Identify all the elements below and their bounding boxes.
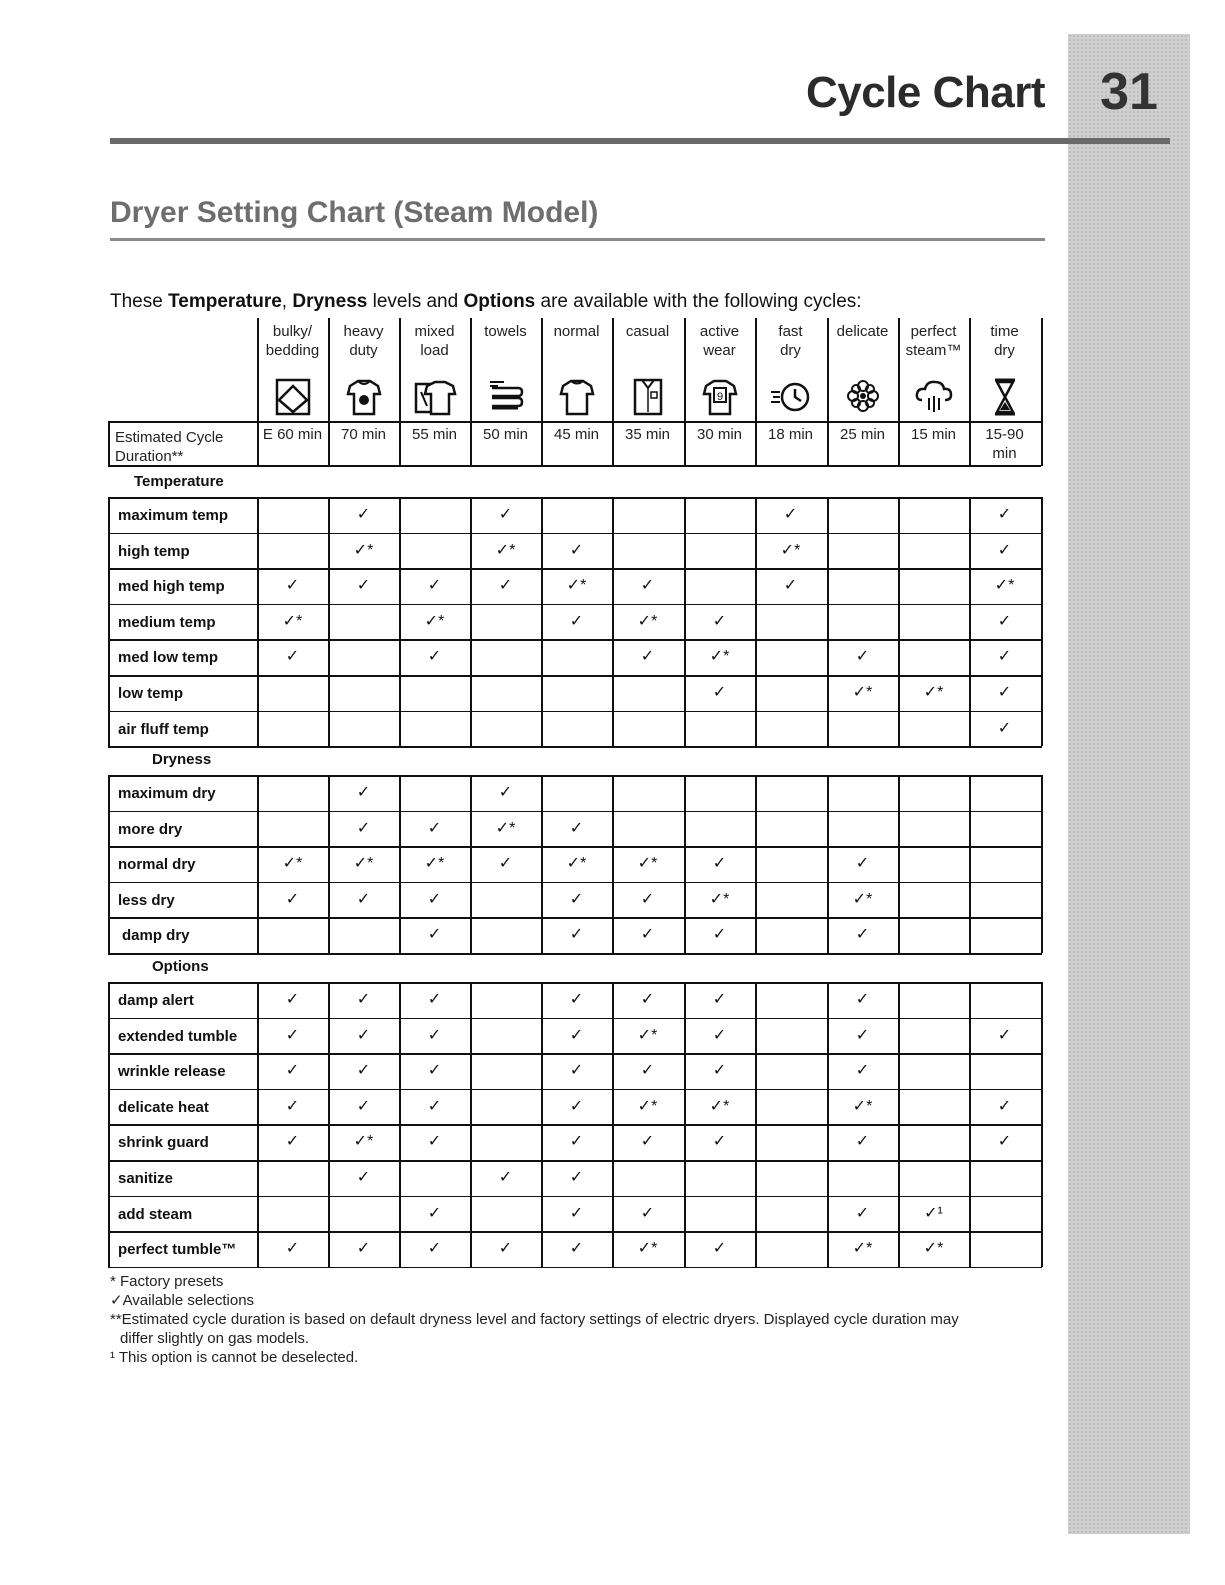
check-mark: ✓	[569, 1169, 584, 1186]
flower-icon	[841, 376, 885, 418]
intro-text: These Temperature, Dryness levels and Options are available with the following cycles:	[110, 291, 862, 312]
check-mark: ✓*	[994, 577, 1015, 595]
check-mark: ✓	[427, 890, 442, 908]
table-row-border	[108, 711, 1042, 713]
check-mark: ✓	[356, 1062, 371, 1080]
duration-cell: 15 min	[910, 426, 957, 443]
table-row-border	[108, 982, 1042, 984]
table-row-border	[108, 497, 1042, 499]
row-label: med low temp	[118, 649, 219, 667]
cycle-header-label: delicate	[836, 323, 889, 340]
table-row-border	[108, 1018, 1042, 1020]
check-mark: ✓*	[353, 541, 374, 559]
table-left-border	[108, 775, 110, 953]
check-mark: ✓	[569, 541, 584, 559]
check-mark: ✓	[427, 991, 442, 1008]
check-mark: ✓	[569, 1204, 584, 1222]
duration-cell: 50 min	[482, 426, 529, 443]
mixed-clothes-icon	[413, 376, 457, 418]
row-label: air fluff temp	[118, 720, 209, 738]
column-divider	[898, 497, 900, 746]
check-mark: ✓	[712, 926, 727, 944]
check-mark: ✓	[712, 684, 727, 701]
row-label: med high temp	[118, 578, 225, 596]
check-mark: ✓	[712, 1026, 727, 1044]
check-mark: ✓*	[709, 890, 730, 908]
check-mark: ✓	[640, 1062, 655, 1080]
row-label: normal dry	[118, 856, 196, 874]
table-left-border	[108, 497, 110, 746]
check-mark: ✓	[569, 890, 584, 908]
check-mark: ✓	[498, 506, 513, 523]
check-mark: ✓	[783, 506, 798, 523]
check-mark: ✓	[356, 784, 371, 801]
column-divider	[1041, 775, 1043, 953]
footnotes	[110, 1272, 1040, 1367]
row-label: damp dry	[122, 927, 190, 945]
check-mark: ✓*	[637, 855, 658, 873]
cycle-header-label: towels	[484, 323, 527, 340]
cycle-header-label: time dry	[990, 323, 1019, 359]
check-mark: ✓	[285, 890, 300, 908]
check-mark: ✓*	[282, 855, 303, 873]
check-mark: ✓	[427, 926, 442, 944]
column-divider	[1041, 497, 1043, 746]
cycle-header-label: perfect steam™	[905, 323, 962, 359]
table-row-border	[108, 639, 1042, 641]
check-mark: ✓*	[424, 855, 445, 873]
table-row-border	[108, 1160, 1042, 1162]
check-mark: ✓	[356, 506, 371, 523]
cycle-header-label: bulky/ bedding	[265, 323, 320, 359]
check-mark: ✓	[997, 541, 1012, 559]
check-mark: ✓	[855, 1133, 870, 1151]
page-number: 31	[1100, 63, 1158, 121]
check-mark: ✓	[640, 1204, 655, 1222]
check-mark: ✓*	[282, 612, 303, 630]
table-row-border	[108, 917, 1042, 919]
check-mark: ✓	[997, 1133, 1012, 1151]
column-divider	[1041, 318, 1043, 466]
table-row-border	[108, 775, 1042, 777]
check-mark: ✓	[569, 1133, 584, 1151]
footnote-deselect: ¹ This option is cannot be deselected.	[110, 1349, 359, 1366]
check-mark: ✓*	[852, 890, 873, 908]
check-mark: ✓*	[923, 684, 944, 701]
duration-cell: 45 min	[553, 426, 600, 443]
check-mark: ✓	[855, 648, 870, 666]
row-label: medium temp	[118, 613, 216, 631]
column-divider	[755, 497, 757, 746]
duration-row-label: Estimated Cycle Duration**	[115, 429, 224, 465]
check-mark: ✓	[997, 1026, 1012, 1044]
table-row-border	[108, 1089, 1042, 1091]
check-mark: ✓	[712, 991, 727, 1008]
row-label: low temp	[118, 685, 184, 702]
check-mark: ✓	[855, 1204, 870, 1222]
check-mark: ✓*	[780, 541, 801, 559]
check-mark: ✓*	[353, 855, 374, 873]
check-mark: ✓	[285, 648, 300, 666]
tshirt-icon	[555, 376, 599, 418]
table-row-border	[108, 746, 1042, 748]
check-mark: ✓*	[495, 819, 516, 837]
table-row-border	[108, 421, 1041, 423]
check-mark: ✓	[569, 1026, 584, 1044]
check-mark: ✓*	[566, 577, 587, 595]
row-label: high temp	[118, 542, 190, 560]
table-row-border	[108, 953, 1042, 955]
table-row-border	[108, 465, 1041, 467]
table-row-border	[108, 1267, 1042, 1269]
table-row-border	[108, 568, 1042, 570]
steam-cloud-icon	[912, 376, 956, 418]
check-mark: ✓*	[637, 612, 658, 630]
cycle-header-label: active wear	[699, 323, 740, 359]
table-row-border	[108, 675, 1042, 677]
check-mark: ✓	[285, 1026, 300, 1044]
column-divider	[328, 497, 330, 746]
duration-cell: E 60 min	[262, 426, 323, 443]
check-mark: ✓	[427, 1026, 442, 1044]
duration-cell: 25 min	[839, 426, 886, 443]
cycle-header-label: normal	[553, 323, 600, 340]
check-mark: ✓*	[424, 612, 445, 630]
table-row-border	[108, 604, 1042, 606]
check-mark: ✓*	[923, 1240, 944, 1258]
column-divider	[755, 775, 757, 953]
check-mark: ✓	[498, 1240, 513, 1258]
page-title: Cycle Chart	[805, 68, 1045, 117]
check-mark: ✓	[569, 1062, 584, 1080]
fast-clock-icon	[769, 376, 813, 418]
check-mark: ✓	[427, 1133, 442, 1151]
cycle-header-label: casual	[625, 323, 670, 340]
check-mark: ✓	[712, 855, 727, 873]
check-mark: ✓	[498, 784, 513, 801]
comforter-icon	[271, 376, 315, 418]
check-mark: ✓	[569, 1097, 584, 1115]
towel-stack-icon	[484, 376, 528, 418]
check-mark: ✓	[427, 1204, 442, 1222]
row-label: shrink guard	[118, 1134, 209, 1152]
check-mark: ✓	[498, 577, 513, 595]
svg-text:9: 9	[716, 391, 724, 403]
section-title: Dryer Setting Chart (Steam Model)	[110, 196, 599, 229]
check-mark: ✓	[427, 1097, 442, 1115]
check-mark: ✓	[997, 506, 1012, 523]
check-mark: ✓	[427, 1062, 442, 1080]
column-divider	[827, 497, 829, 746]
check-mark: ✓	[285, 1062, 300, 1080]
column-divider	[969, 775, 971, 953]
check-mark: ✓	[569, 612, 584, 630]
check-mark: ✓	[997, 1097, 1012, 1115]
table-row-border	[108, 1124, 1042, 1126]
table-row-border	[108, 1196, 1042, 1198]
check-mark: ✓*	[495, 541, 516, 559]
check-mark: ✓	[427, 577, 442, 595]
group-label-options: Options	[152, 958, 209, 975]
row-label: maximum temp	[118, 507, 229, 524]
row-label: less dry	[118, 891, 175, 909]
row-label: more dry	[118, 820, 183, 838]
duration-cell: 35 min	[624, 426, 671, 443]
table-row-border	[108, 811, 1042, 813]
hourglass-icon	[983, 376, 1027, 418]
cycle-header-label: heavy duty	[343, 323, 384, 359]
check-mark: ✓	[712, 1133, 727, 1151]
footnote-available: ✓Available selections	[110, 1292, 255, 1309]
check-mark: ✓	[285, 1240, 300, 1258]
check-mark: ✓	[997, 684, 1012, 701]
check-mark: ✓	[640, 648, 655, 666]
table-row-border	[108, 882, 1042, 884]
check-mark: ✓	[712, 1240, 727, 1258]
check-mark: ✓	[997, 612, 1012, 630]
check-mark: ✓	[640, 926, 655, 944]
check-mark: ✓	[569, 1240, 584, 1258]
check-mark: ✓	[427, 648, 442, 666]
check-mark: ✓	[285, 1133, 300, 1151]
cycle-header-label: mixed load	[414, 323, 455, 359]
duration-cell: 30 min	[696, 426, 743, 443]
footnote-presets: * Factory presets	[110, 1273, 224, 1290]
row-label: delicate heat	[118, 1098, 209, 1116]
check-mark: ✓	[356, 577, 371, 595]
check-mark: ✓	[356, 819, 371, 837]
row-label: maximum dry	[118, 785, 216, 802]
duration-cell: 18 min	[767, 426, 814, 443]
table-row-border	[108, 1231, 1042, 1233]
duration-cell: 15-90 min	[985, 426, 1024, 462]
duration-cell: 55 min	[411, 426, 458, 443]
check-mark: ✓	[855, 1026, 870, 1044]
check-mark: ✓	[640, 991, 655, 1008]
check-mark: ✓	[285, 1097, 300, 1115]
check-mark: ✓*	[566, 855, 587, 873]
heavy-shirt-icon	[342, 376, 386, 418]
check-mark: ✓	[712, 1062, 727, 1080]
check-mark: ✓*	[852, 1240, 873, 1258]
check-mark: ✓	[569, 926, 584, 944]
jersey-icon	[698, 376, 742, 418]
check-mark: ✓	[855, 991, 870, 1008]
check-mark: ✓	[569, 819, 584, 837]
check-mark: ✓	[427, 1240, 442, 1258]
check-mark: ✓¹	[924, 1204, 943, 1222]
check-mark: ✓	[855, 926, 870, 944]
check-mark: ✓	[855, 855, 870, 873]
check-mark: ✓	[498, 1169, 513, 1186]
row-label: damp alert	[118, 992, 194, 1009]
group-label-temperature: Temperature	[134, 473, 224, 490]
check-mark: ✓*	[709, 1097, 730, 1115]
check-mark: ✓*	[852, 684, 873, 701]
duration-cell: 70 min	[340, 426, 387, 443]
check-mark: ✓	[783, 577, 798, 595]
check-mark: ✓*	[709, 648, 730, 666]
check-mark: ✓	[997, 648, 1012, 666]
check-mark: ✓	[855, 1062, 870, 1080]
check-mark: ✓	[712, 612, 727, 630]
check-mark: ✓	[356, 1169, 371, 1186]
cycle-header-label: fast dry	[778, 323, 803, 359]
group-label-dryness: Dryness	[152, 751, 212, 768]
check-mark: ✓	[640, 577, 655, 595]
row-label: extended tumble	[118, 1027, 238, 1045]
check-mark: ✓	[356, 1240, 371, 1258]
check-mark: ✓	[640, 1133, 655, 1151]
check-mark: ✓*	[637, 1097, 658, 1115]
check-mark: ✓	[427, 819, 442, 837]
check-mark: ✓	[356, 1026, 371, 1044]
check-mark: ✓*	[852, 1097, 873, 1115]
row-label: wrinkle release	[118, 1063, 226, 1081]
table-left-border	[108, 421, 110, 466]
check-mark: ✓*	[637, 1026, 658, 1044]
check-mark: ✓	[356, 991, 371, 1008]
check-mark: ✓	[498, 855, 513, 873]
check-mark: ✓	[356, 890, 371, 908]
check-mark: ✓	[640, 890, 655, 908]
table-row-border	[108, 846, 1042, 848]
row-label: sanitize	[118, 1170, 174, 1187]
column-divider	[470, 497, 472, 746]
check-mark: ✓*	[353, 1133, 374, 1151]
check-mark: ✓*	[637, 1240, 658, 1258]
footnote-estimated: **Estimated cycle duration is based on default dryness level and factory settings of electric dryers. Displayed cycle duration may	[110, 1311, 959, 1328]
check-mark: ✓	[285, 991, 300, 1008]
check-mark: ✓	[356, 1097, 371, 1115]
dress-shirt-icon	[626, 376, 670, 418]
check-mark: ✓	[285, 577, 300, 595]
check-mark: ✓	[997, 719, 1012, 737]
table-row-border	[108, 533, 1042, 535]
column-divider	[898, 775, 900, 953]
row-label: add steam	[118, 1205, 193, 1223]
check-mark: ✓	[569, 991, 584, 1008]
table-row-border	[108, 1053, 1042, 1055]
row-label: perfect tumble™	[118, 1241, 237, 1259]
footnote-estimated-cont: differ slightly on gas models.	[120, 1330, 309, 1347]
